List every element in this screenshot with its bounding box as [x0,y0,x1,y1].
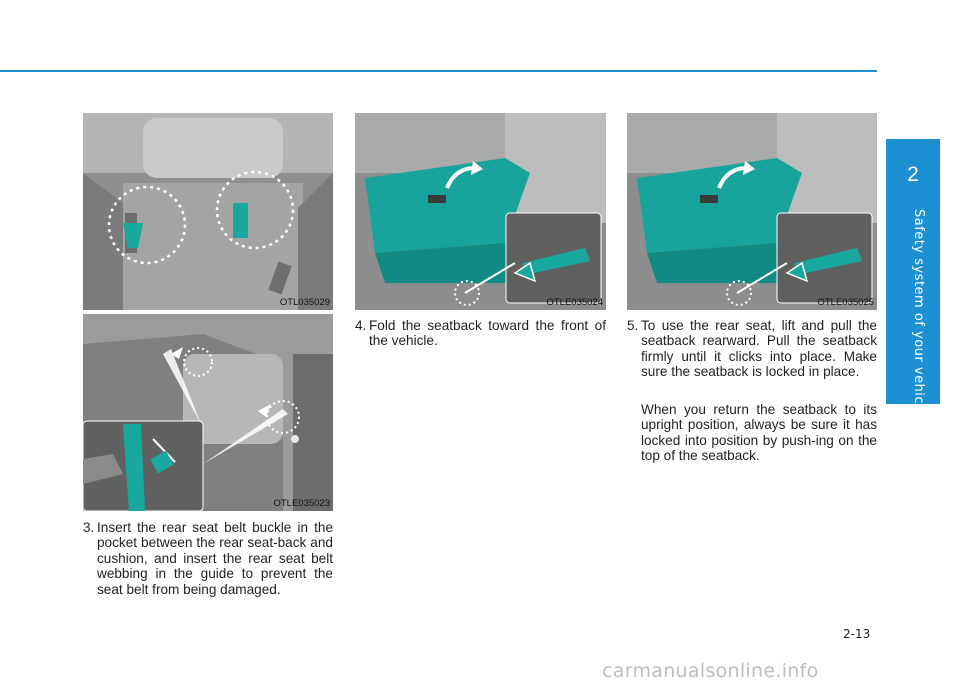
lift-seat-illustration-icon [627,113,877,310]
figure-code: OTLE035025 [817,297,874,308]
figure-code: OTLE035023 [273,498,330,509]
step-5 [627,318,877,380]
figure-lift-seatback [627,113,877,310]
step-4 [355,318,606,349]
figure-code: OTLE035024 [546,297,603,308]
chapter-number: 2 [907,163,919,186]
step-text: To use the rear seat, lift and pull the seatback rearward. Pull the seatback firmly until it clicks into place. Make sure the seatback is locked in place. [641,318,877,380]
step-number: 4. [355,318,367,333]
folded-seat-illustration-icon [355,113,606,310]
step-text: Fold the seatback toward the front of the vehicle. [369,318,606,349]
figure-fold-seatback [355,113,606,310]
chapter-tab[interactable] [886,139,940,417]
step-5-note: When you return the seatback to its upright position, always be sure it has locked into position by push-ing on the top of the seatback. [641,402,877,464]
step-text: Insert the rear seat belt buckle in the pocket between the rear seat-back and cushion, and insert the rear seat belt webbing in the guide to prevent the seat belt from being damaged. [97,520,333,597]
watermark[interactable]: carmanualsonline.info [602,660,819,682]
seat-illustration-icon [83,113,333,310]
chapter-title: Safety system of your vehicle [911,209,926,417]
step-3 [83,520,333,597]
header-rule [0,70,877,72]
step-number: 3. [83,520,95,535]
rear-seat-illustration-icon [83,314,333,511]
page-number: 2-13 [843,627,871,641]
figure-buckle-pocket [83,113,333,310]
figure-code: OTL035029 [279,297,330,308]
step-number: 5. [627,318,639,333]
figure-belt-guide [83,314,333,511]
